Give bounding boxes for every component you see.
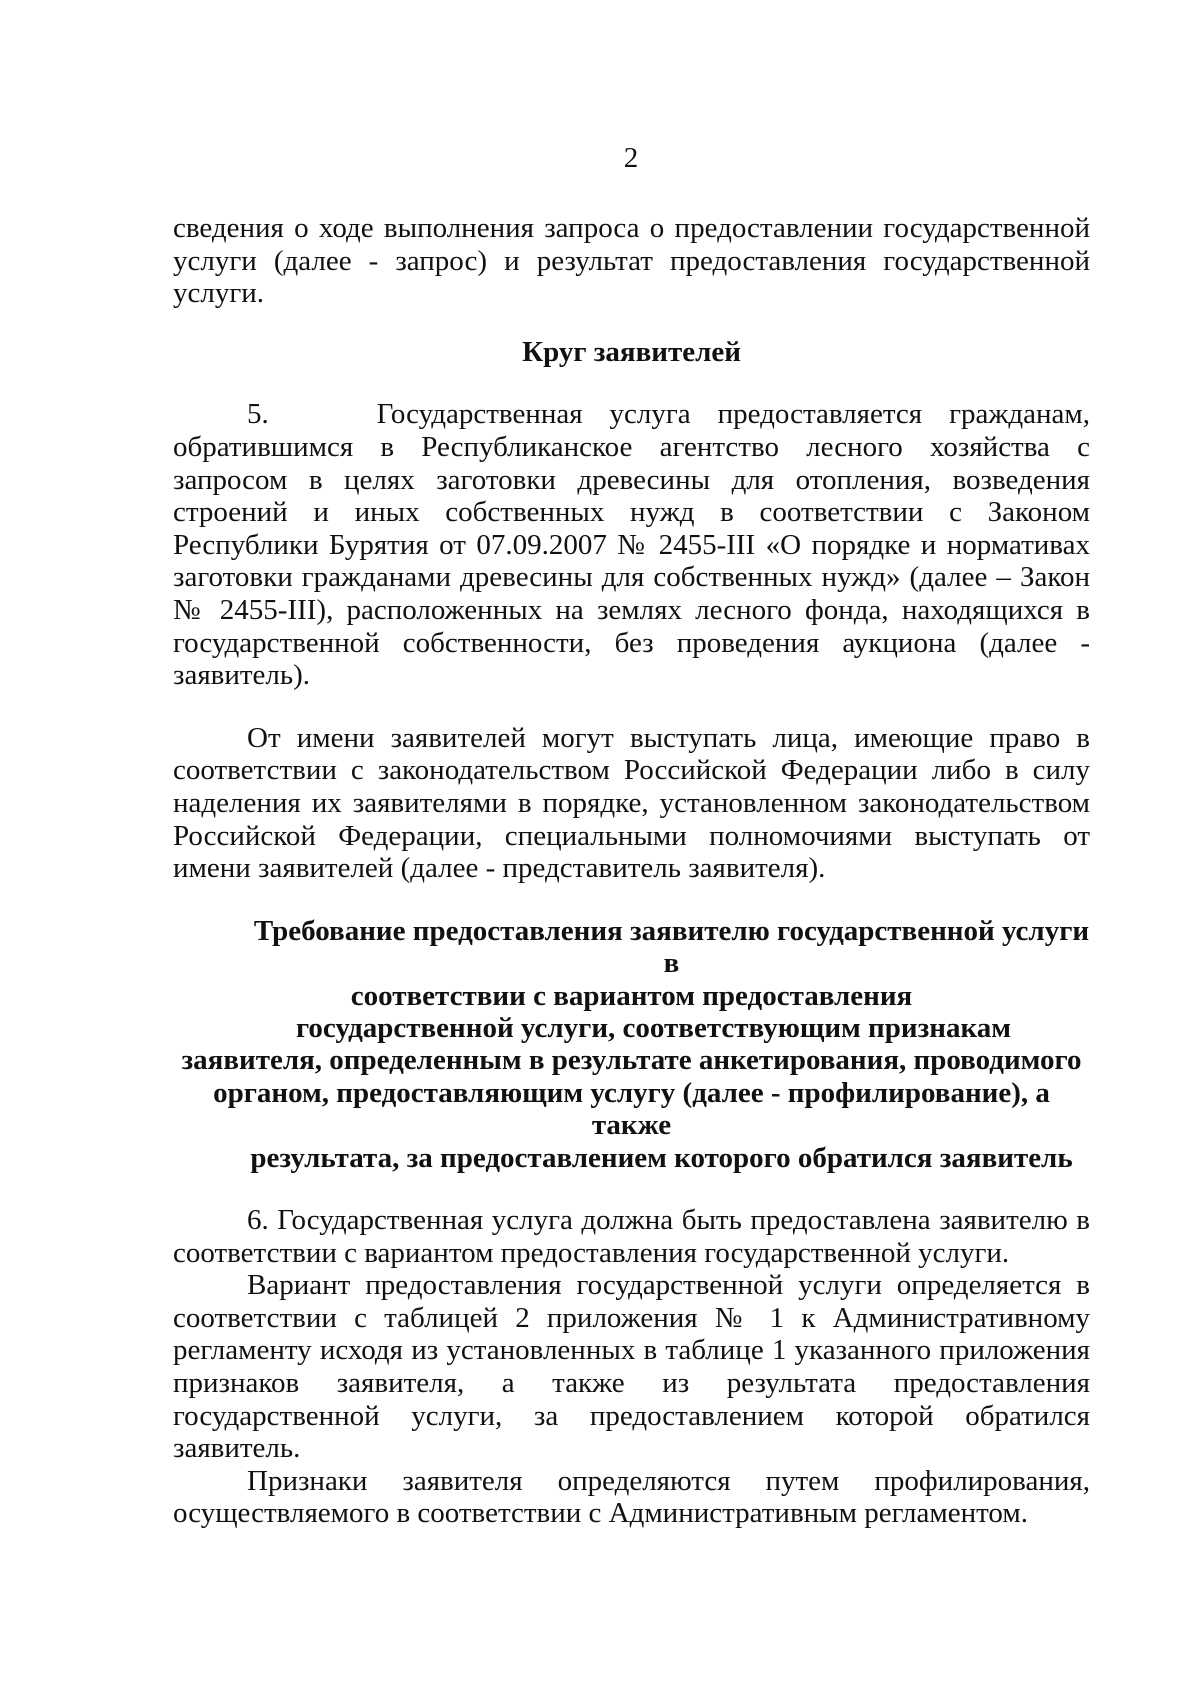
heading-line: государственной услуги, соответствующим признакам [295,1011,1011,1044]
section-heading-requirement [173,915,1090,1174]
paragraph-representative: От имени заявителей могут выступать лица, имеющие право в соответствии с законодательством Российской Федерации либо в силу наделения их заявителями в порядке, установленном законодательством Российской Федерации, специальными полномочиями выступать от имени заявителей (далее - представитель заявителя). [173,721,1090,885]
paragraph-variant: Вариант предоставления государственной услуги определяется в соответствии с таблицей 2 приложения № 1 к Административному регламенту исходя из установленных в таблице 1 указанного приложения признаков заявителя, а также из результата предоставления государственной услуги, за предоставлением которой обратился заявитель. [173,1269,1090,1465]
document-body [173,212,1090,1530]
heading-line: Требование предоставления заявителю государственной услуги в [253,914,1090,980]
paragraph-5: 5. Государственная услуга предоставляется гражданам, обратившимся в Республиканское агентство лесного хозяйства с запросом в целях заготовки древесины для отопления, возведения строений и иных собственных нужд в соответствии с Законом Республики Бурятия от 07.09.2007 № 2455-III «О порядке и нормативах заготовки гражданами древесины для собственных нужд» (далее – Закон № 2455-III), расположенных на землях лесного фонда, находящихся в государственной собственности, без проведения аукциона (далее - заявитель). [173,398,1090,692]
heading-line: органом, предоставляющим услугу (далее - профилирование), а также [213,1076,1050,1142]
page-number: 2 [623,142,639,174]
heading-line: соответствии с вариантом предоставления [350,979,913,1012]
heading-line: результата, за предоставлением которого обратился заявитель [250,1141,1073,1174]
paragraph-signs: Признаки заявителя определяются путем профилирования, осуществляемого в соответствии с Административным регламентом. [173,1464,1090,1530]
heading-line: заявителя, определенным в результате анкетирования, проводимого [181,1044,1082,1077]
intro-paragraph: сведения о ходе выполнения запроса о предоставлении государственной услуги (далее - запрос) и результат предоставления государственной услуги. [173,212,1090,310]
section-heading-applicants: Круг заявителей [522,335,741,368]
paragraph-6: 6. Государственная услуга должна быть предоставлена заявителю в соответствии с вариантом предоставления государственной услуги. [173,1203,1090,1269]
